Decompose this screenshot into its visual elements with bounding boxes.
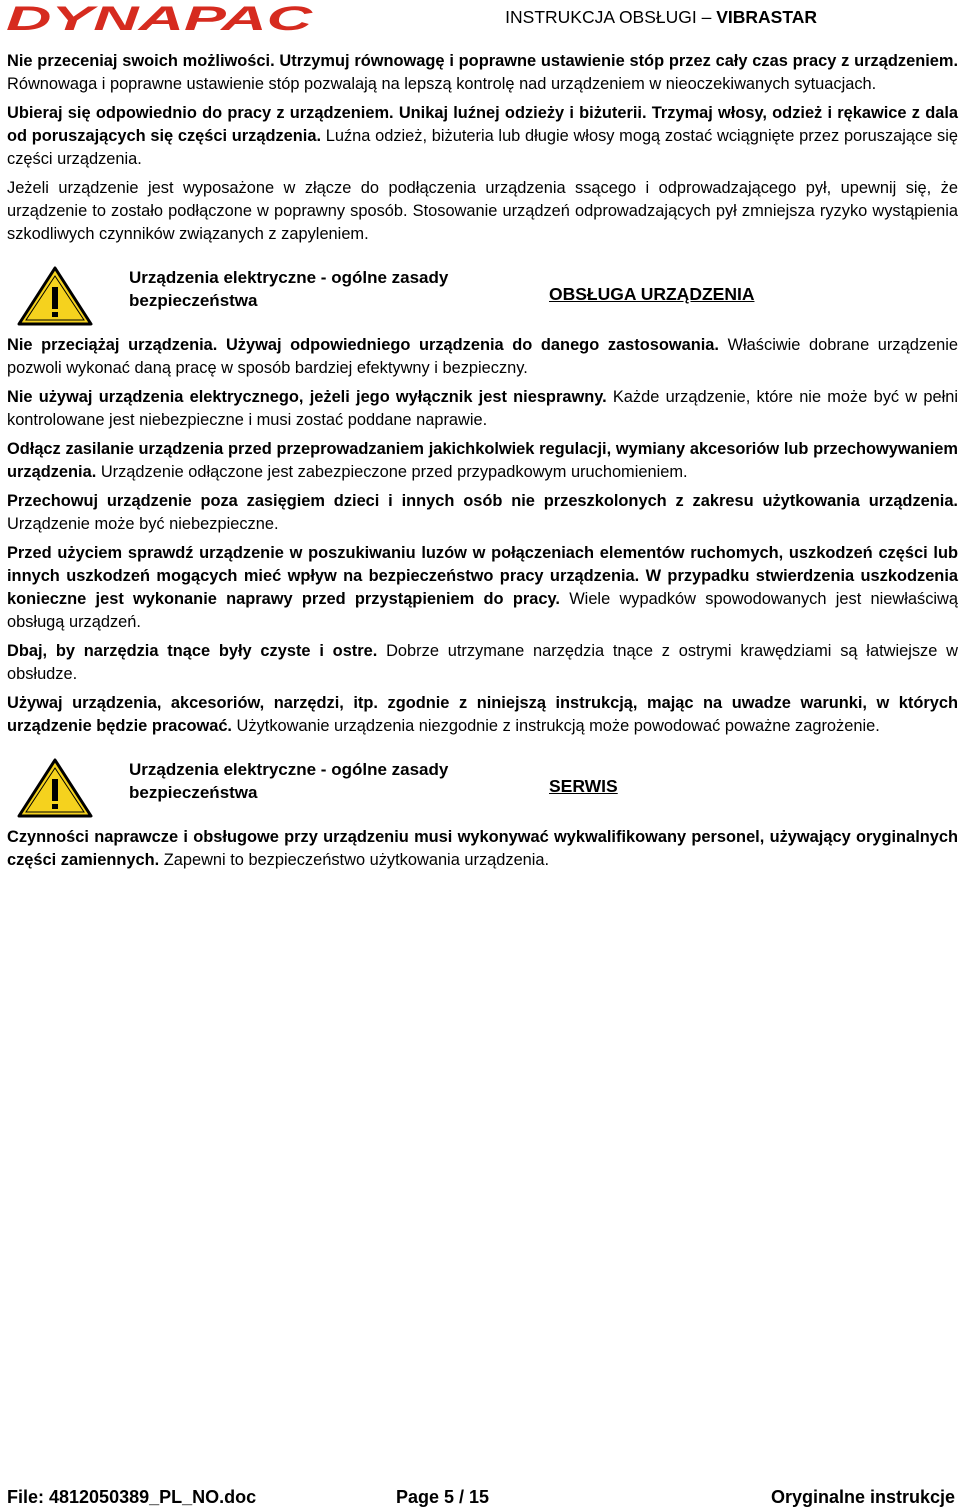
paragraph-bold: Nie przeciążaj urządzenia. Używaj odpowiedniego urządzenia do danego zastosowania. bbox=[7, 336, 719, 354]
footer-original-note: Oryginalne instrukcje bbox=[770, 1487, 955, 1507]
paragraph-bold: Nie przeceniaj swoich możliwości. Utrzymuj równowagę i poprawne ustawienie stóp przez cały czas pracy z urządzeniem. bbox=[7, 52, 958, 70]
page-footer bbox=[7, 1486, 955, 1510]
paragraph-text: Właściwie dobrane urządzenie pozwoli wykonać daną pracę w sposób bardziej efektywny i bezpieczny. bbox=[7, 336, 958, 377]
footer-page-number: Page 5 / 15 bbox=[396, 1487, 490, 1507]
paragraph bbox=[7, 640, 958, 686]
paragraph-text: Urządzenie może być niebezpieczne. bbox=[7, 515, 279, 533]
paragraph bbox=[7, 438, 958, 484]
serwis-paragraphs bbox=[7, 826, 958, 872]
paragraph bbox=[7, 386, 958, 432]
warning-title: Urządzenia elektryczne - ogólne zasady bezpieczeństwa bbox=[129, 760, 449, 802]
paragraph-bold: Dbaj, by narzędzia tnące były czyste i ostre. bbox=[7, 642, 378, 660]
paragraph-text: Urządzenie odłączone jest zabezpieczone przed przypadkowym uruchomieniem. bbox=[96, 463, 688, 481]
section-label: OBSŁUGA URZĄDZENIA bbox=[549, 284, 755, 304]
paragraph bbox=[7, 177, 958, 246]
document-title bbox=[505, 6, 817, 28]
page-content bbox=[7, 50, 958, 878]
footer-file: File: 4812050389_PL_NO.doc bbox=[7, 1487, 257, 1507]
paragraph bbox=[7, 542, 958, 634]
warning-triangle-icon bbox=[17, 758, 93, 818]
paragraph bbox=[7, 102, 958, 171]
paragraph bbox=[7, 692, 958, 738]
obsluga-paragraphs bbox=[7, 334, 958, 738]
title-product: VIBRASTAR bbox=[716, 7, 817, 27]
page-header bbox=[0, 0, 960, 36]
section-label: SERWIS bbox=[549, 776, 618, 796]
paragraph bbox=[7, 490, 958, 536]
paragraph-text: Użytkowanie urządzenia niezgodnie z instrukcją może powodować poważne zagrożenie. bbox=[232, 717, 880, 735]
paragraph-bold: Używaj urządzenia, akcesoriów, narzędzi, itp. zgodnie z niniejszą instrukcją, mając na uwadze warunki, w których urządzenie będzie pracować. bbox=[7, 694, 958, 735]
paragraph bbox=[7, 826, 958, 872]
paragraph bbox=[7, 50, 958, 96]
section-header-serwis bbox=[7, 758, 958, 818]
paragraph-text: Wiele wypadków spowodowanych jest niewłaściwą obsługą urządzeń. bbox=[7, 590, 958, 631]
intro-paragraphs bbox=[7, 50, 958, 246]
logo-text: DYNAPAC bbox=[6, 3, 313, 33]
paragraph-bold: Odłącz zasilanie urządzenia przed przeprowadzaniem jakichkolwiek regulacji, wymiany akcesoriów lub przechowywaniem urządzenia. bbox=[7, 440, 958, 481]
paragraph-text: Każde urządzenie, które nie może być w pełni kontrolowane jest niebezpieczne i musi zostać poddane naprawie. bbox=[7, 388, 958, 429]
dynapac-logo bbox=[6, 3, 316, 33]
paragraph-text: Równowaga i poprawne ustawienie stóp pozwalają na lepszą kontrolę nad urządzeniem w nieoczekiwanych sytuacjach. bbox=[7, 75, 877, 93]
paragraph-bold: Czynności naprawcze i obsługowe przy urządzeniu musi wykonywać wykwalifikowany personel, używający oryginalnych części zamiennych. bbox=[7, 828, 958, 869]
warning-triangle-icon bbox=[17, 266, 93, 326]
paragraph-text: Luźna odzież, biżuteria lub długie włosy mogą zostać wciągnięte przez poruszające się części urządzenia. bbox=[7, 127, 958, 168]
paragraph-bold: Przed użyciem sprawdź urządzenie w poszukiwaniu luzów w połączeniach elementów ruchomych, uszkodzeń części lub innych uszkodzeń mogących mieć wpływ na bezpieczeństwo pracy urządzenia. W przypadku stwierdzenia uszkodzenia konieczne jest wykonanie naprawy przed przystąpieniem do pracy. bbox=[7, 544, 958, 608]
paragraph bbox=[7, 334, 958, 380]
paragraph-bold: Ubieraj się odpowiednio do pracy z urządzeniem. Unikaj luźnej odzieży i biżuterii. Trzymaj włosy, odzież i rękawice z dala od poruszających się części urządzenia. bbox=[7, 104, 958, 145]
paragraph-text: Jeżeli urządzenie jest wyposażone w złącze do podłączenia urządzenia ssącego i odprowadzającego pył, upewnij się, że urządzenie to zostało podłączone w poprawny sposób. Stosowanie urządzeń odprowadzających pył zmniejsza ryzyko wystąpienia szkodliwych czynników związanych z zapyleniem. bbox=[7, 179, 958, 243]
section-header-obsluga bbox=[7, 266, 958, 326]
warning-title: Urządzenia elektryczne - ogólne zasady bezpieczeństwa bbox=[129, 268, 449, 310]
paragraph-text: Zapewni to bezpieczeństwo użytkowania urządzenia. bbox=[159, 851, 550, 869]
title-regular: INSTRUKCJA OBSŁUGI – bbox=[505, 7, 717, 27]
paragraph-text: Dobrze utrzymane narzędzia tnące z ostrymi krawędziami są łatwiejsze w obsłudze. bbox=[7, 642, 958, 683]
paragraph-bold: Nie używaj urządzenia elektrycznego, jeżeli jego wyłącznik jest niesprawny. bbox=[7, 388, 607, 406]
paragraph-bold: Przechowuj urządzenie poza zasięgiem dzieci i innych osób nie przeszkolonych z zakresu użytkowania urządzenia. bbox=[7, 492, 958, 510]
